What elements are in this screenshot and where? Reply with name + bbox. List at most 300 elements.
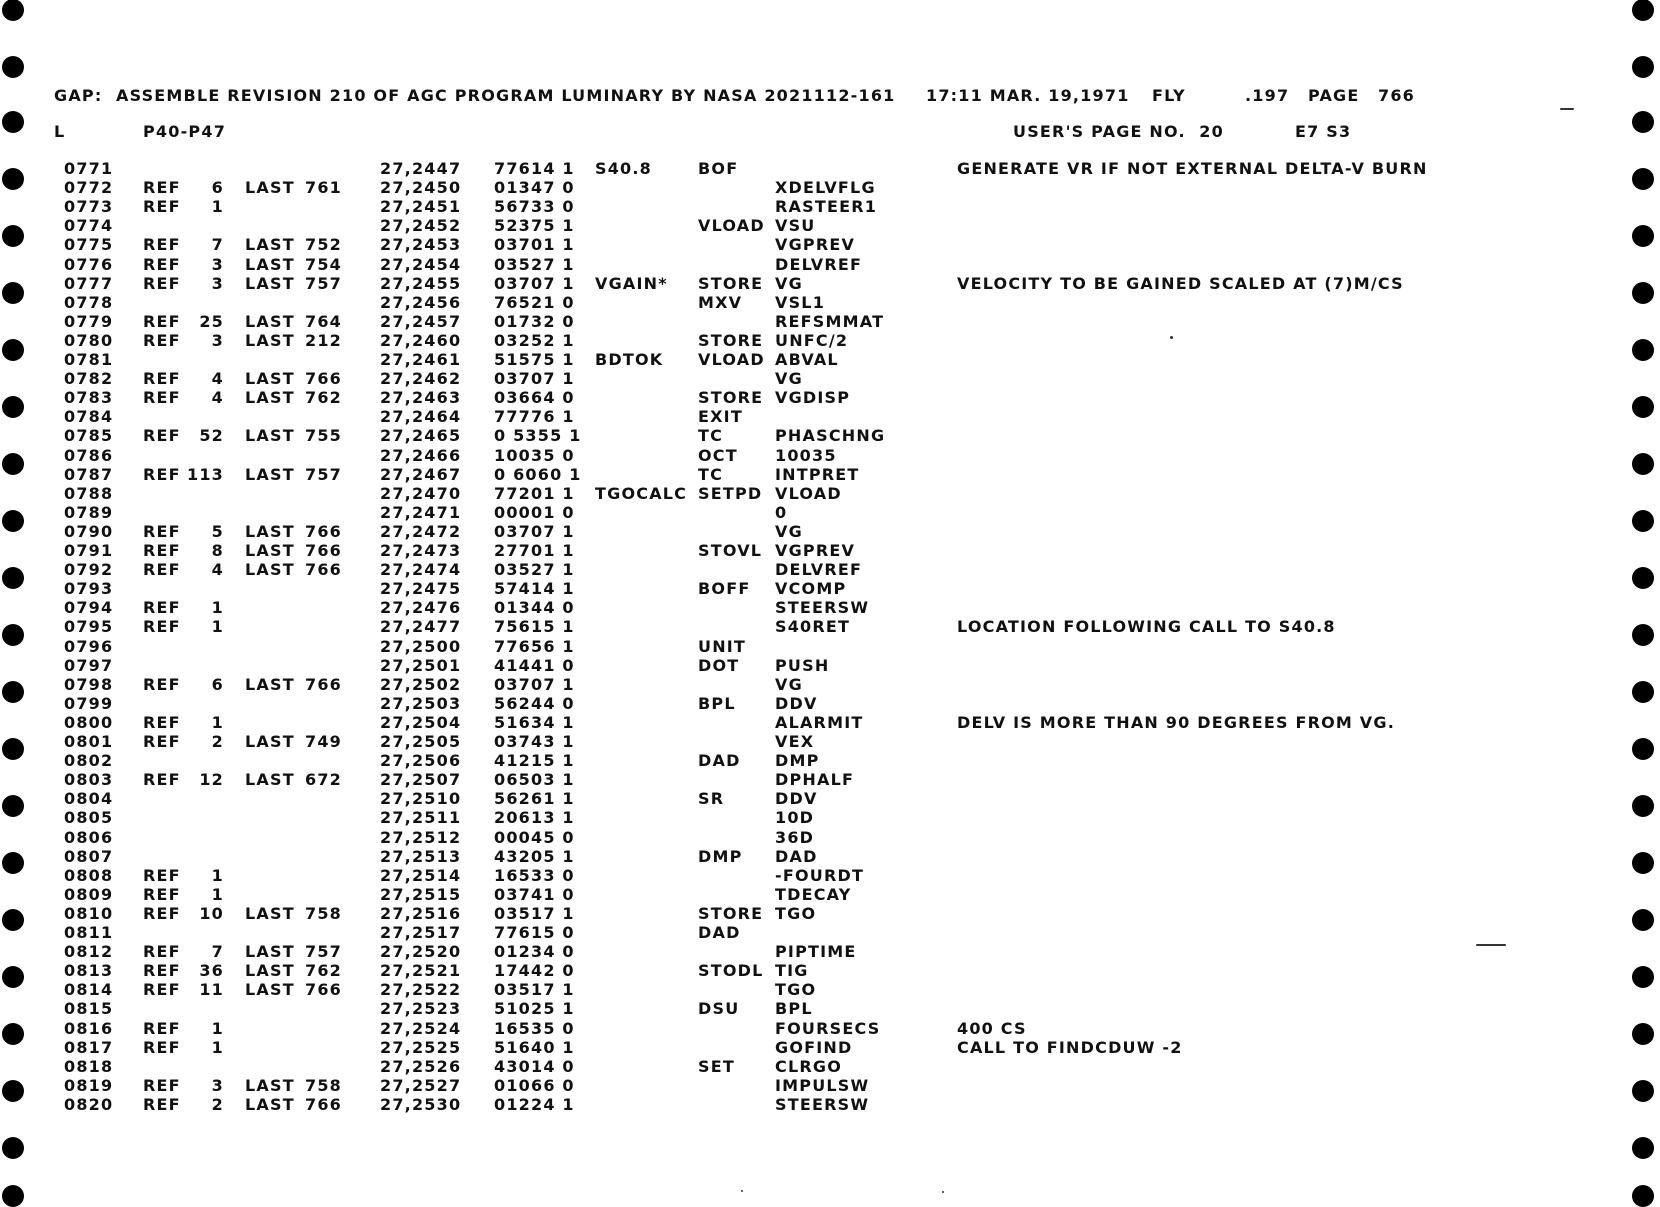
header-timestamp: 17:11 MAR. 19,1971 (926, 86, 1130, 105)
last-line: 766 (305, 1094, 342, 1114)
line-number: 0817 (64, 1037, 114, 1057)
header-users-page: USER'S PAGE NO. 20 (1013, 122, 1224, 141)
operand: 0 (775, 502, 788, 522)
listing-row (0, 617, 1660, 636)
line-number: 0780 (64, 330, 114, 350)
ref-keyword: REF (143, 178, 181, 198)
operand: VG (775, 273, 803, 293)
line-number: 0811 (64, 923, 114, 942)
octal-word: 16533 0 (494, 865, 575, 885)
last-keyword: LAST (245, 254, 295, 274)
opcode: STORE (698, 273, 764, 293)
opcode: EXIT (698, 407, 743, 427)
comment: LOCATION FOLLOWING CALL TO S40.8 (957, 617, 1336, 637)
octal-word: 03517 1 (494, 903, 575, 923)
ref-count: 1 (211, 712, 224, 732)
address: 27,2525 (380, 1037, 462, 1057)
address: 27,2521 (380, 961, 462, 981)
octal-word: 01344 0 (494, 598, 575, 618)
last-keyword: LAST (245, 273, 295, 293)
opcode: SR (698, 789, 725, 809)
listing-row (0, 560, 1660, 579)
octal-word: 56261 1 (494, 789, 575, 809)
last-line: 764 (305, 311, 342, 331)
ref-keyword: REF (143, 884, 181, 904)
line-number: 0792 (64, 560, 114, 580)
line-number: 0781 (64, 350, 114, 369)
address: 27,2527 (380, 1075, 462, 1095)
address: 27,2513 (380, 846, 462, 866)
address: 27,2461 (380, 350, 462, 369)
address: 27,2471 (380, 502, 462, 522)
operand: DMP (775, 751, 820, 771)
operand: DELVREF (775, 560, 863, 580)
tractor-hole (2, 56, 24, 78)
octal-word: 01732 0 (494, 311, 575, 331)
listing-row (0, 255, 1660, 274)
operand: REFSMMAT (775, 311, 885, 331)
line-number: 0805 (64, 808, 114, 828)
address: 27,2501 (380, 655, 462, 675)
ref-count: 3 (211, 1075, 224, 1095)
opcode: BPL (698, 693, 736, 713)
address: 27,2510 (380, 789, 462, 809)
octal-word: 76521 0 (494, 292, 575, 312)
label: S40.8 (595, 159, 652, 178)
line-number: 0820 (64, 1094, 114, 1114)
listing-row (0, 446, 1660, 465)
operand: PIPTIME (775, 942, 857, 962)
opcode: TC (698, 464, 724, 484)
line-number: 0809 (64, 884, 114, 904)
listing-row (0, 159, 1660, 178)
address: 27,2464 (380, 407, 462, 427)
line-number: 0815 (64, 999, 114, 1019)
header-mode: FLY (1152, 86, 1186, 105)
ref-count: 1 (211, 598, 224, 618)
ref-count: 3 (211, 254, 224, 274)
operand: 10035 (775, 445, 837, 465)
octal-word: 77656 1 (494, 636, 575, 656)
line-number: 0813 (64, 961, 114, 981)
listing-row (0, 656, 1660, 675)
last-line: 212 (305, 330, 342, 350)
last-keyword: LAST (245, 1094, 295, 1114)
last-keyword: LAST (245, 961, 295, 981)
ref-keyword: REF (143, 521, 181, 541)
octal-word: 56733 0 (494, 197, 575, 217)
address: 27,2523 (380, 999, 462, 1019)
listing-row (0, 274, 1660, 293)
operand: IMPULSW (775, 1075, 870, 1095)
operand: TGO (775, 980, 817, 1000)
listing-row (0, 216, 1660, 235)
octal-word: 03707 1 (494, 674, 575, 694)
last-line: 766 (305, 980, 342, 1000)
last-keyword: LAST (245, 369, 295, 389)
line-number: 0814 (64, 980, 114, 1000)
octal-word: 77614 1 (494, 159, 575, 178)
last-line: 761 (305, 178, 342, 198)
address: 27,2470 (380, 483, 462, 503)
ref-keyword: REF (143, 674, 181, 694)
opcode: DAD (698, 751, 741, 771)
opcode: STORE (698, 330, 764, 350)
opcode: DOT (698, 655, 740, 675)
opcode: STORE (698, 388, 764, 408)
line-number: 0775 (64, 235, 114, 255)
listing-row (0, 541, 1660, 560)
opcode: STODL (698, 961, 764, 981)
header-code: .197 (1245, 86, 1290, 105)
opcode: SETPD (698, 483, 763, 503)
octal-word: 01066 0 (494, 1075, 575, 1095)
operand: DAD (775, 846, 818, 866)
line-number: 0796 (64, 636, 114, 656)
listing-row (0, 579, 1660, 598)
operand: UNFC/2 (775, 330, 849, 350)
address: 27,2462 (380, 369, 462, 389)
octal-word: 03252 1 (494, 330, 575, 350)
line-number: 0799 (64, 693, 114, 713)
ref-count: 52 (199, 426, 224, 446)
ref-keyword: REF (143, 197, 181, 217)
opcode: UNIT (698, 636, 747, 656)
tractor-hole (2, 0, 24, 21)
ref-keyword: REF (143, 1094, 181, 1114)
comment: DELV IS MORE THAN 90 DEGREES FROM VG. (957, 712, 1395, 732)
tractor-hole (2, 111, 24, 133)
opcode: DMP (698, 846, 743, 866)
operand: XDELVFLG (775, 178, 876, 198)
ref-count: 1 (211, 865, 224, 885)
octal-word: 01224 1 (494, 1094, 575, 1114)
address: 27,2466 (380, 445, 462, 465)
operand: RASTEER1 (775, 197, 878, 217)
octal-word: 03707 1 (494, 521, 575, 541)
operand: DELVREF (775, 254, 863, 274)
octal-word: 51634 1 (494, 712, 575, 732)
opcode: VLOAD (698, 350, 765, 369)
octal-word: 03664 0 (494, 388, 575, 408)
address: 27,2452 (380, 216, 462, 236)
operand: VGPREV (775, 235, 856, 255)
address: 27,2450 (380, 178, 462, 198)
ref-keyword: REF (143, 560, 181, 580)
line-number: 0790 (64, 521, 114, 541)
header-section-letter: L (54, 122, 66, 141)
last-keyword: LAST (245, 541, 295, 560)
last-keyword: LAST (245, 426, 295, 446)
last-line: 757 (305, 273, 342, 293)
last-keyword: LAST (245, 235, 295, 255)
octal-word: 03517 1 (494, 980, 575, 1000)
last-keyword: LAST (245, 732, 295, 751)
listing-row (0, 197, 1660, 216)
listing-row (0, 732, 1660, 751)
tractor-hole (1632, 1137, 1654, 1159)
listing-row (0, 904, 1660, 923)
tractor-hole (1632, 1185, 1654, 1207)
octal-word: 03527 1 (494, 560, 575, 580)
operand: TDECAY (775, 884, 852, 904)
address: 27,2451 (380, 197, 462, 217)
listing-row (0, 999, 1660, 1018)
last-line: 758 (305, 903, 342, 923)
operand: DDV (775, 789, 818, 809)
listing-row (0, 789, 1660, 808)
line-number: 0803 (64, 770, 114, 790)
listing-row (0, 178, 1660, 197)
octal-word: 57414 1 (494, 579, 575, 599)
paper-speck (741, 1190, 743, 1192)
octal-word: 51640 1 (494, 1037, 575, 1057)
ref-count: 1 (211, 1037, 224, 1057)
listing-row (0, 312, 1660, 331)
address: 27,2474 (380, 560, 462, 580)
listing-row (0, 522, 1660, 541)
line-number: 0789 (64, 502, 114, 522)
line-number: 0772 (64, 178, 114, 198)
address: 27,2516 (380, 903, 462, 923)
ref-keyword: REF (143, 464, 181, 484)
octal-word: 16535 0 (494, 1018, 575, 1038)
tractor-hole (1632, 0, 1654, 21)
ref-keyword: REF (143, 1037, 181, 1057)
ref-count: 6 (211, 178, 224, 198)
ref-keyword: REF (143, 388, 181, 408)
operand: VCOMP (775, 579, 847, 599)
operand: GOFIND (775, 1037, 853, 1057)
line-number: 0801 (64, 732, 114, 751)
listing-row (0, 713, 1660, 732)
address: 27,2447 (380, 159, 462, 178)
last-keyword: LAST (245, 521, 295, 541)
ref-count: 4 (211, 369, 224, 389)
address: 27,2463 (380, 388, 462, 408)
ref-count: 10 (199, 903, 224, 923)
last-line: 755 (305, 426, 342, 446)
line-number: 0818 (64, 1056, 114, 1076)
octal-word: 00045 0 (494, 827, 575, 847)
tractor-hole (1632, 56, 1654, 78)
line-number: 0774 (64, 216, 114, 236)
last-keyword: LAST (245, 311, 295, 331)
line-number: 0773 (64, 197, 114, 217)
line-number: 0777 (64, 273, 114, 293)
listing-row (0, 1038, 1660, 1057)
ref-keyword: REF (143, 598, 181, 618)
last-keyword: LAST (245, 388, 295, 408)
address: 27,2503 (380, 693, 462, 713)
octal-word: 77615 0 (494, 923, 575, 942)
last-keyword: LAST (245, 942, 295, 962)
listing-row (0, 1076, 1660, 1095)
line-number: 0778 (64, 292, 114, 312)
address: 27,2505 (380, 732, 462, 751)
ref-count: 7 (211, 942, 224, 962)
line-number: 0779 (64, 311, 114, 331)
address: 27,2526 (380, 1056, 462, 1076)
opcode: DSU (698, 999, 740, 1019)
listing-row (0, 293, 1660, 312)
operand: VGDISP (775, 388, 851, 408)
listing-row (0, 770, 1660, 789)
last-line: 757 (305, 942, 342, 962)
operand: VG (775, 674, 803, 694)
comment: VELOCITY TO BE GAINED SCALED AT (7)M/CS (957, 273, 1404, 293)
line-number: 0784 (64, 407, 114, 427)
paper-speck (1560, 108, 1574, 110)
ref-count: 6 (211, 674, 224, 694)
ref-count: 1 (211, 884, 224, 904)
ref-keyword: REF (143, 942, 181, 962)
address: 27,2477 (380, 617, 462, 637)
address: 27,2511 (380, 808, 462, 828)
octal-word: 03743 1 (494, 732, 575, 751)
last-keyword: LAST (245, 330, 295, 350)
operand: DDV (775, 693, 818, 713)
ref-keyword: REF (143, 426, 181, 446)
octal-word: 03701 1 (494, 235, 575, 255)
last-keyword: LAST (245, 674, 295, 694)
line-number: 0797 (64, 655, 114, 675)
operand: 36D (775, 827, 815, 847)
last-line: 757 (305, 464, 342, 484)
last-line: 766 (305, 560, 342, 580)
paper-speck (1170, 336, 1173, 339)
operand: ABVAL (775, 350, 839, 369)
label: TGOCALC (595, 483, 688, 503)
operand: INTPRET (775, 464, 860, 484)
line-number: 0786 (64, 445, 114, 465)
octal-word: 27701 1 (494, 541, 575, 560)
listing-row (0, 828, 1660, 847)
line-number: 0806 (64, 827, 114, 847)
tractor-hole (1632, 111, 1654, 133)
last-keyword: LAST (245, 770, 295, 790)
opcode: STOVL (698, 541, 763, 560)
opcode: OCT (698, 445, 738, 465)
ref-count: 2 (211, 732, 224, 751)
listing-row (0, 331, 1660, 350)
ref-keyword: REF (143, 235, 181, 255)
last-keyword: LAST (245, 560, 295, 580)
ref-count: 4 (211, 560, 224, 580)
address: 27,2517 (380, 923, 462, 942)
last-line: 754 (305, 254, 342, 274)
address: 27,2506 (380, 751, 462, 771)
comment: 400 CS (957, 1018, 1027, 1038)
octal-word: 51575 1 (494, 350, 575, 369)
tractor-hole (2, 1185, 24, 1207)
last-keyword: LAST (245, 178, 295, 198)
octal-word: 77201 1 (494, 483, 575, 503)
line-number: 0791 (64, 541, 114, 560)
octal-word: 01347 0 (494, 178, 575, 198)
operand: VSL1 (775, 292, 826, 312)
ref-count: 12 (199, 770, 224, 790)
ref-keyword: REF (143, 541, 181, 560)
header-page-number: 766 (1378, 86, 1415, 105)
last-line: 762 (305, 961, 342, 981)
operand: S40RET (775, 617, 851, 637)
header-section-name: P40-P47 (143, 122, 227, 141)
line-number: 0800 (64, 712, 114, 732)
listing-row (0, 465, 1660, 484)
listing-row (0, 637, 1660, 656)
last-keyword: LAST (245, 1075, 295, 1095)
listing-row (0, 1095, 1660, 1114)
octal-word: 51025 1 (494, 999, 575, 1019)
line-number: 0816 (64, 1018, 114, 1038)
ref-count: 1 (211, 617, 224, 637)
address: 27,2460 (380, 330, 462, 350)
ref-keyword: REF (143, 369, 181, 389)
opcode: BOFF (698, 579, 751, 599)
address: 27,2475 (380, 579, 462, 599)
octal-word: 0 5355 1 (494, 426, 582, 446)
paper-speck (1476, 944, 1506, 946)
ref-count: 5 (211, 521, 224, 541)
octal-word: 43205 1 (494, 846, 575, 866)
last-keyword: LAST (245, 903, 295, 923)
address: 27,2476 (380, 598, 462, 618)
operand: PUSH (775, 655, 830, 675)
listing-row (0, 961, 1660, 980)
octal-word: 41215 1 (494, 751, 575, 771)
operand: -FOURDT (775, 865, 865, 885)
operand: ALARMIT (775, 712, 864, 732)
line-number: 0812 (64, 942, 114, 962)
comment: GENERATE VR IF NOT EXTERNAL DELTA-V BURN (957, 159, 1428, 178)
operand: VLOAD (775, 483, 842, 503)
octal-word: 10035 0 (494, 445, 575, 465)
ref-keyword: REF (143, 330, 181, 350)
octal-word: 20613 1 (494, 808, 575, 828)
octal-word: 41441 0 (494, 655, 575, 675)
ref-count: 1 (211, 197, 224, 217)
line-number: 0810 (64, 903, 114, 923)
operand: STEERSW (775, 1094, 870, 1114)
listing-row (0, 350, 1660, 369)
ref-keyword: REF (143, 903, 181, 923)
ref-count: 4 (211, 388, 224, 408)
octal-word: 03741 0 (494, 884, 575, 904)
listing-row (0, 675, 1660, 694)
operand: VGPREV (775, 541, 856, 560)
address: 27,2522 (380, 980, 462, 1000)
opcode: VLOAD (698, 216, 765, 236)
ref-count: 36 (199, 961, 224, 981)
address: 27,2472 (380, 521, 462, 541)
octal-word: 0 6060 1 (494, 464, 582, 484)
operand: VEX (775, 732, 815, 751)
ref-keyword: REF (143, 770, 181, 790)
octal-word: 52375 1 (494, 216, 575, 236)
ref-count: 3 (211, 273, 224, 293)
octal-word: 03707 1 (494, 273, 575, 293)
listing-row (0, 980, 1660, 999)
octal-word: 75615 1 (494, 617, 575, 637)
ref-count: 1 (211, 1018, 224, 1038)
listing-row (0, 942, 1660, 961)
operand: TIG (775, 961, 809, 981)
opcode: BOF (698, 159, 739, 178)
listing-row (0, 1057, 1660, 1076)
line-number: 0785 (64, 426, 114, 446)
line-number: 0807 (64, 846, 114, 866)
